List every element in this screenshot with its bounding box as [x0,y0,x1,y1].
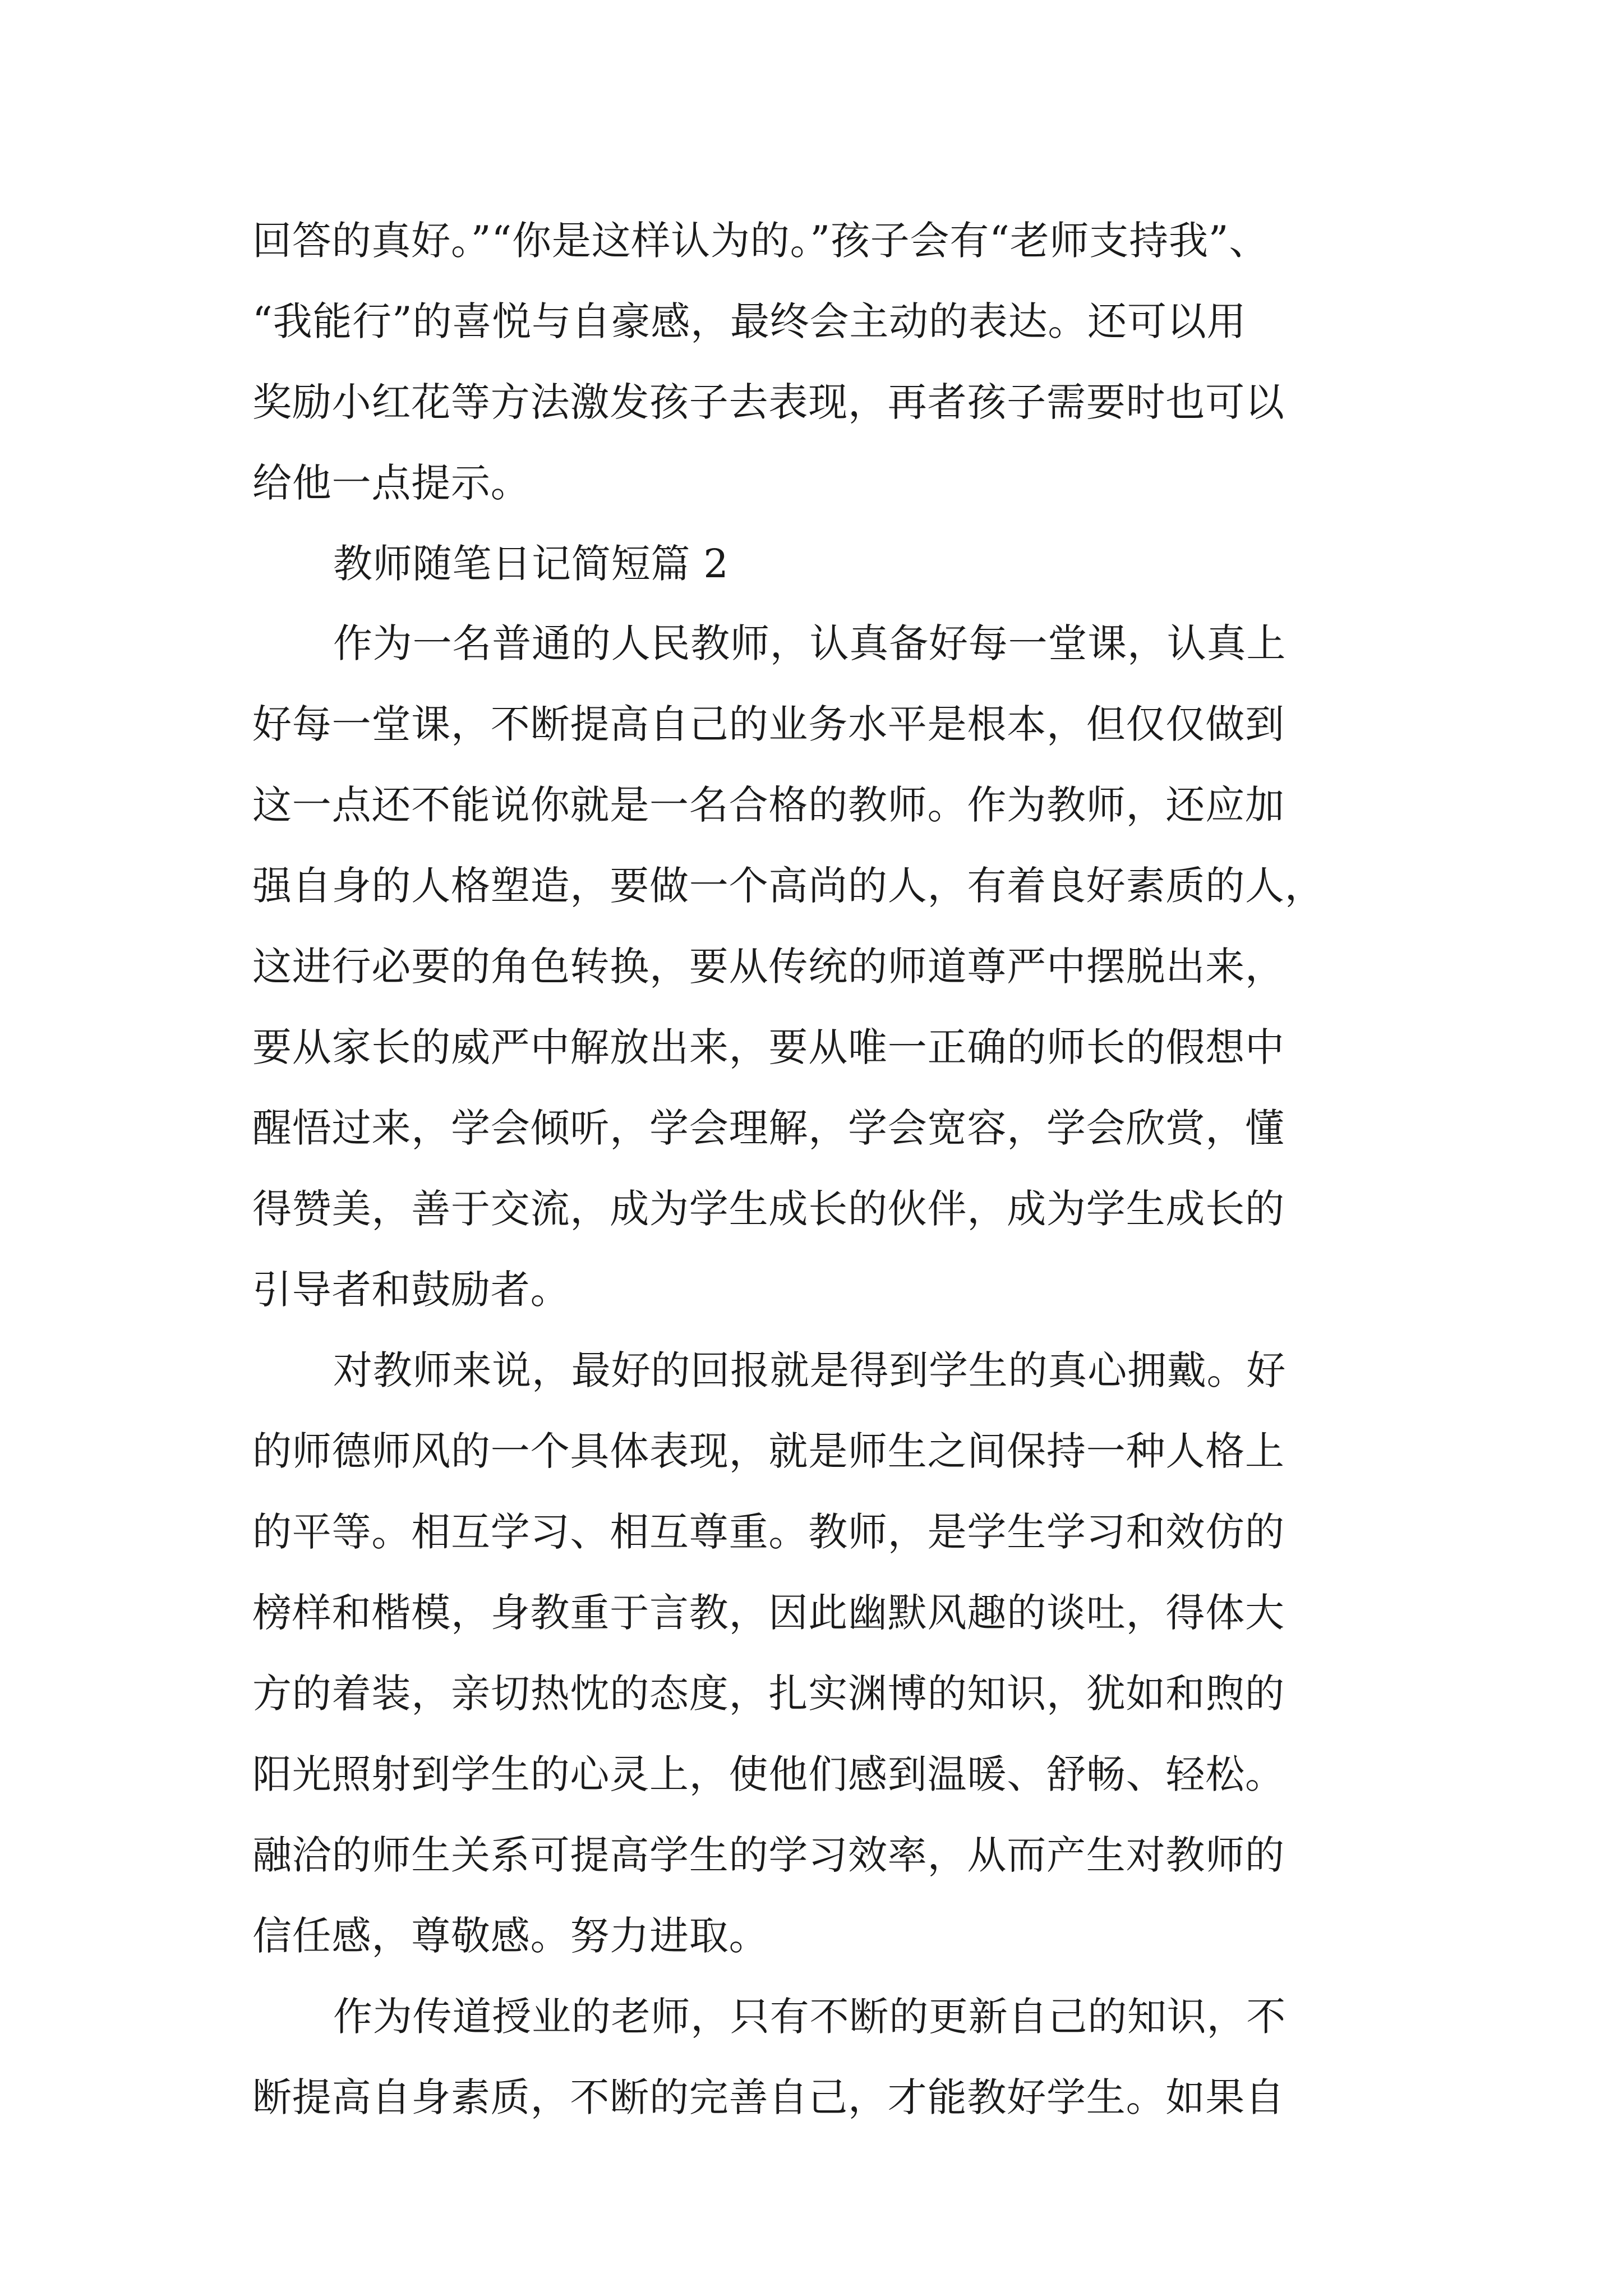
text-line: 好每一堂课，不断提高自己的业务水平是根本，但仅仅做到 [252,701,1285,747]
text-line: 这进行必要的角色转换，要从传统的师道尊严中摆脱出来， [252,944,1285,990]
text-line: 融洽的师生关系可提高学生的学习效率，从而产生对教师的 [252,1832,1285,1878]
text-line: 引导者和鼓励者。 [252,1267,570,1313]
section-heading: 教师随笔日记简短篇 2 [333,541,729,587]
text-line: 信任感，尊敬感。努力进取。 [252,1913,769,1959]
text-line: “我能行”的喜悦与自豪感，最终会主动的表达。还可以用 [252,298,1247,344]
text-line: 这一点还不能说你就是一名合格的教师。作为教师，还应加 [252,782,1285,828]
text-line: 要从家长的威严中解放出来，要从唯一正确的师长的假想中 [252,1024,1285,1070]
text-line: 榜样和楷模，身教重于言教，因此幽默风趣的谈吐，得体大 [252,1590,1285,1636]
text-line: 奖励小红花等方法激发孩子去表现，再者孩子需要时也可以 [252,379,1285,425]
text-line: 阳光照射到学生的心灵上，使他们感到温暖、舒畅、轻松。 [252,1751,1285,1797]
text-line: 给他一点提示。 [252,460,531,506]
text-line: 强自身的人格塑造，要做一个高尚的人，有着良好素质的人， [252,863,1325,909]
text-line: 回答的真好。”“你是这样认为的。”孩子会有“老师支持我”、 [252,218,1269,264]
text-line: 醒悟过来，学会倾听，学会理解，学会宽容，学会欣赏，懂 [252,1105,1285,1151]
text-line: 得赞美，善于交流，成为学生成长的伙伴，成为学生成长的 [252,1186,1285,1232]
text-line: 断提高自身素质，不断的完善自己，才能教好学生。如果自 [252,2074,1285,2120]
text-line: 的师德师风的一个具体表现，就是师生之间保持一种人格上 [252,1428,1285,1474]
text-line: 方的着装，亲切热忱的态度，扎实渊博的知识，犹如和煦的 [252,1671,1285,1717]
text-line: 作为传道授业的老师，只有不断的更新自己的知识，不 [333,1994,1287,2040]
text-line: 作为一名普通的人民教师，认真备好每一堂课，认真上 [333,620,1287,666]
text-line: 对教师来说，最好的回报就是得到学生的真心拥戴。好 [333,1347,1287,1393]
text-line: 的平等。相互学习、相互尊重。教师，是学生学习和效仿的 [252,1509,1285,1555]
